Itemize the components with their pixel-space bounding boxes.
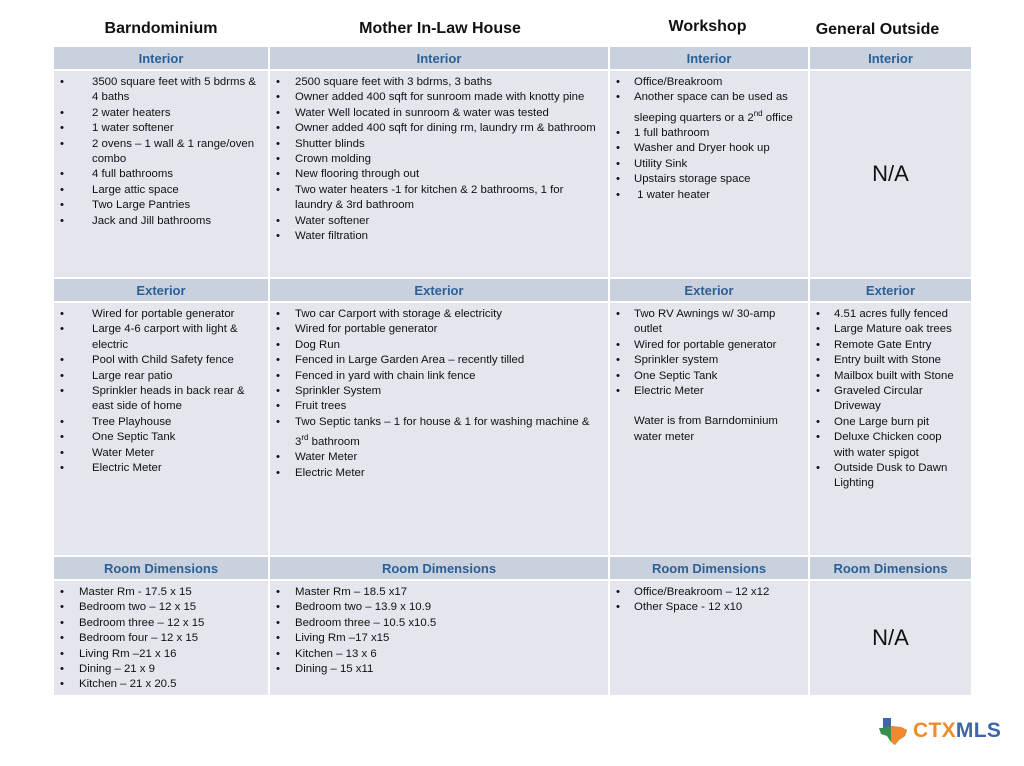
list-item: • 4 full bathrooms bbox=[60, 168, 174, 181]
list-item: • Graveled Circular Driveway bbox=[816, 385, 923, 413]
list-item: • Washer and Dryer hook up bbox=[616, 142, 770, 155]
logo-text: CTXMLS bbox=[913, 719, 1002, 742]
list-item: • Pool with Child Safety fence bbox=[60, 354, 234, 367]
list-item: • Office/Breakroom bbox=[616, 76, 723, 88]
list-item: • Wired for portable generator bbox=[616, 338, 777, 351]
list-item: • Kitchen – 21 x 20.5 bbox=[60, 678, 177, 691]
list-item: • 2 water heaters bbox=[60, 106, 171, 119]
interior-general-cell bbox=[810, 71, 973, 279]
list-item: • Remote Gate Entry bbox=[816, 338, 932, 351]
list-item: • One Septic Tank bbox=[60, 431, 176, 444]
list-item: • One Septic Tank bbox=[616, 369, 718, 382]
header-interior-barndominium: Interior bbox=[54, 47, 270, 71]
list-item: • Living Rm –17 x15 bbox=[276, 632, 390, 645]
list-item: • Bedroom three – 10.5 x10.5 bbox=[276, 616, 437, 629]
exterior-barndominium-cell bbox=[54, 303, 270, 557]
list-item: • Dining – 21 x 9 bbox=[60, 663, 155, 676]
list-item: • 1 water heater bbox=[616, 188, 710, 201]
list-item: • Two Large Pantries bbox=[60, 199, 191, 212]
rooms-workshop-list bbox=[610, 581, 808, 616]
list-item: • Bedroom two – 12 x 15 bbox=[60, 601, 197, 614]
interior-mother-in-law-cell bbox=[270, 71, 610, 279]
list-item: • Tree Playhouse bbox=[60, 415, 172, 428]
list-item: • Sprinkler System bbox=[276, 385, 382, 398]
list-item: • Water softener bbox=[276, 214, 370, 227]
list-item: • Bedroom four – 12 x 15 bbox=[60, 632, 199, 645]
list-item: • Master Rm – 18.5 x17 bbox=[276, 586, 408, 598]
rooms-mother-in-law-list bbox=[270, 581, 608, 677]
interior-mother-in-law-list bbox=[270, 71, 608, 244]
list-item: • Deluxe Chicken coop with water spigot bbox=[816, 431, 942, 459]
list-item: • Dog Run bbox=[276, 338, 340, 351]
header-interior-workshop: Interior bbox=[610, 47, 810, 71]
header-rooms-mother-in-law: Room Dimensions bbox=[270, 557, 610, 581]
rooms-barndominium-cell bbox=[54, 581, 270, 697]
list-item: • Outside Dusk to Dawn Lighting bbox=[816, 462, 948, 490]
interior-barndominium-cell bbox=[54, 71, 270, 279]
list-item: • Entry built with Stone bbox=[816, 354, 941, 367]
column-title-barndominium: Barndominium bbox=[104, 20, 218, 37]
list-item: • Jack and Jill bathrooms bbox=[60, 214, 212, 227]
workshop-water-note: Water is from Barndominium water meter bbox=[634, 415, 778, 443]
list-item: • Owner added 400 sqft for dining rm, laundry rm & bathroom bbox=[276, 122, 596, 135]
exterior-general-list bbox=[810, 303, 971, 492]
list-item: • Crown molding bbox=[276, 153, 371, 166]
rooms-barndominium-list bbox=[54, 581, 268, 693]
list-item: • Fenced in Large Garden Area – recently tilled bbox=[276, 354, 525, 367]
list-item: • Electric Meter bbox=[60, 462, 162, 475]
list-item: • Large rear patio bbox=[60, 369, 173, 382]
interior-workshop-list bbox=[610, 71, 808, 203]
list-item: • 1 water softener bbox=[60, 122, 174, 135]
list-item: • Two car Carport with storage & electricity bbox=[276, 308, 502, 320]
list-item: • 1 full bathroom bbox=[616, 127, 710, 140]
rooms-mother-in-law-cell bbox=[270, 581, 610, 697]
list-item: • Mailbox built with Stone bbox=[816, 369, 954, 382]
property-features-table bbox=[54, 47, 973, 697]
column-title-general-outside: General Outside bbox=[815, 21, 940, 38]
list-item: • Sprinkler heads in back rear & east side of home bbox=[60, 385, 245, 413]
list-item: • 3500 square feet with 5 bdrms & 4 baths bbox=[60, 76, 256, 104]
list-item: • Fenced in yard with chain link fence bbox=[276, 369, 476, 382]
list-item: • Kitchen – 13 x 6 bbox=[276, 647, 377, 660]
exterior-workshop-cell bbox=[610, 303, 810, 557]
list-item: • Office/Breakroom – 12 x12 bbox=[616, 586, 770, 598]
list-item: • Two RV Awnings w/ 30-amp outlet bbox=[616, 308, 776, 336]
list-item: • Large Mature oak trees bbox=[816, 323, 952, 336]
list-item: • Master Rm - 17.5 x 15 bbox=[60, 586, 192, 598]
list-item: • Bedroom three – 12 x 15 bbox=[60, 616, 205, 629]
header-exterior-workshop: Exterior bbox=[610, 279, 810, 303]
header-exterior-barndominium: Exterior bbox=[54, 279, 270, 303]
na-text: N/A bbox=[872, 625, 909, 651]
exterior-mother-in-law-list bbox=[270, 303, 608, 481]
exterior-general-cell bbox=[810, 303, 973, 557]
list-item: • 2 ovens – 1 wall & 1 range/oven combo bbox=[60, 137, 255, 166]
column-title-workshop: Workshop bbox=[668, 18, 747, 35]
list-item: • Owner added 400 sqft for sunroom made with knotty pine bbox=[276, 91, 585, 104]
exterior-barndominium-list bbox=[54, 303, 268, 476]
list-item: • Dining – 15 x11 bbox=[276, 663, 374, 676]
exterior-mother-in-law-cell bbox=[270, 303, 610, 557]
list-item: • Large 4-6 carport with light & electric bbox=[60, 323, 238, 351]
na-text: N/A bbox=[872, 161, 909, 187]
list-item: • Another space can be used as sleeping quarters or a 2nd office bbox=[616, 91, 793, 124]
list-item: • Electric Meter bbox=[616, 385, 704, 398]
exterior-workshop-list bbox=[610, 303, 808, 399]
list-item: • Two water heaters -1 for kitchen & 2 bathrooms, 1 for laundry & 3rd bathroom bbox=[276, 183, 564, 212]
list-item: • Wired for portable generator bbox=[60, 308, 235, 320]
list-item: • Other Space - 12 x10 bbox=[616, 601, 743, 614]
list-item: • Utility Sink bbox=[616, 157, 688, 170]
list-item: • Sprinkler system bbox=[616, 354, 719, 367]
list-item: • Water Meter bbox=[276, 451, 358, 464]
rooms-workshop-cell bbox=[610, 581, 810, 697]
rooms-general-cell bbox=[810, 581, 973, 697]
list-item: • Water Meter bbox=[60, 446, 155, 459]
header-exterior-mother-in-law: Exterior bbox=[270, 279, 610, 303]
list-item: • Shutter blinds bbox=[276, 137, 365, 150]
list-item: • Water Well located in sunroom & water was tested bbox=[276, 106, 549, 119]
list-item: • New flooring through out bbox=[276, 168, 420, 181]
list-item: • 4.51 acres fully fenced bbox=[816, 308, 948, 320]
interior-barndominium-list bbox=[54, 71, 268, 229]
list-item: • Electric Meter bbox=[276, 466, 365, 479]
list-item: • Large attic space bbox=[60, 183, 179, 196]
list-item: • Wired for portable generator bbox=[276, 323, 438, 336]
list-item: • Bedroom two – 13.9 x 10.9 bbox=[276, 601, 432, 614]
ctxmls-logo bbox=[877, 714, 1002, 748]
list-item: • Living Rm –21 x 16 bbox=[60, 647, 177, 660]
header-rooms-workshop: Room Dimensions bbox=[610, 557, 810, 581]
texas-icon bbox=[877, 716, 909, 746]
column-title-mother-in-law: Mother In-Law House bbox=[359, 20, 521, 37]
header-rooms-barndominium: Room Dimensions bbox=[54, 557, 270, 581]
list-item: • Water filtration bbox=[276, 230, 369, 243]
list-item: • 2500 square feet with 3 bdrms, 3 baths bbox=[276, 76, 492, 88]
list-item: • One Large burn pit bbox=[816, 415, 929, 428]
header-interior-mother-in-law: Interior bbox=[270, 47, 610, 71]
list-item: • Two Septic tanks – 1 for house & 1 for washing machine & 3rd bathroom bbox=[276, 415, 590, 449]
header-exterior-general: Exterior bbox=[810, 279, 973, 303]
list-item: • Fruit trees bbox=[276, 400, 347, 413]
list-item: • Upstairs storage space bbox=[616, 173, 751, 186]
header-interior-general: Interior bbox=[810, 47, 973, 71]
interior-workshop-cell bbox=[610, 71, 810, 279]
header-rooms-general: Room Dimensions bbox=[810, 557, 973, 581]
